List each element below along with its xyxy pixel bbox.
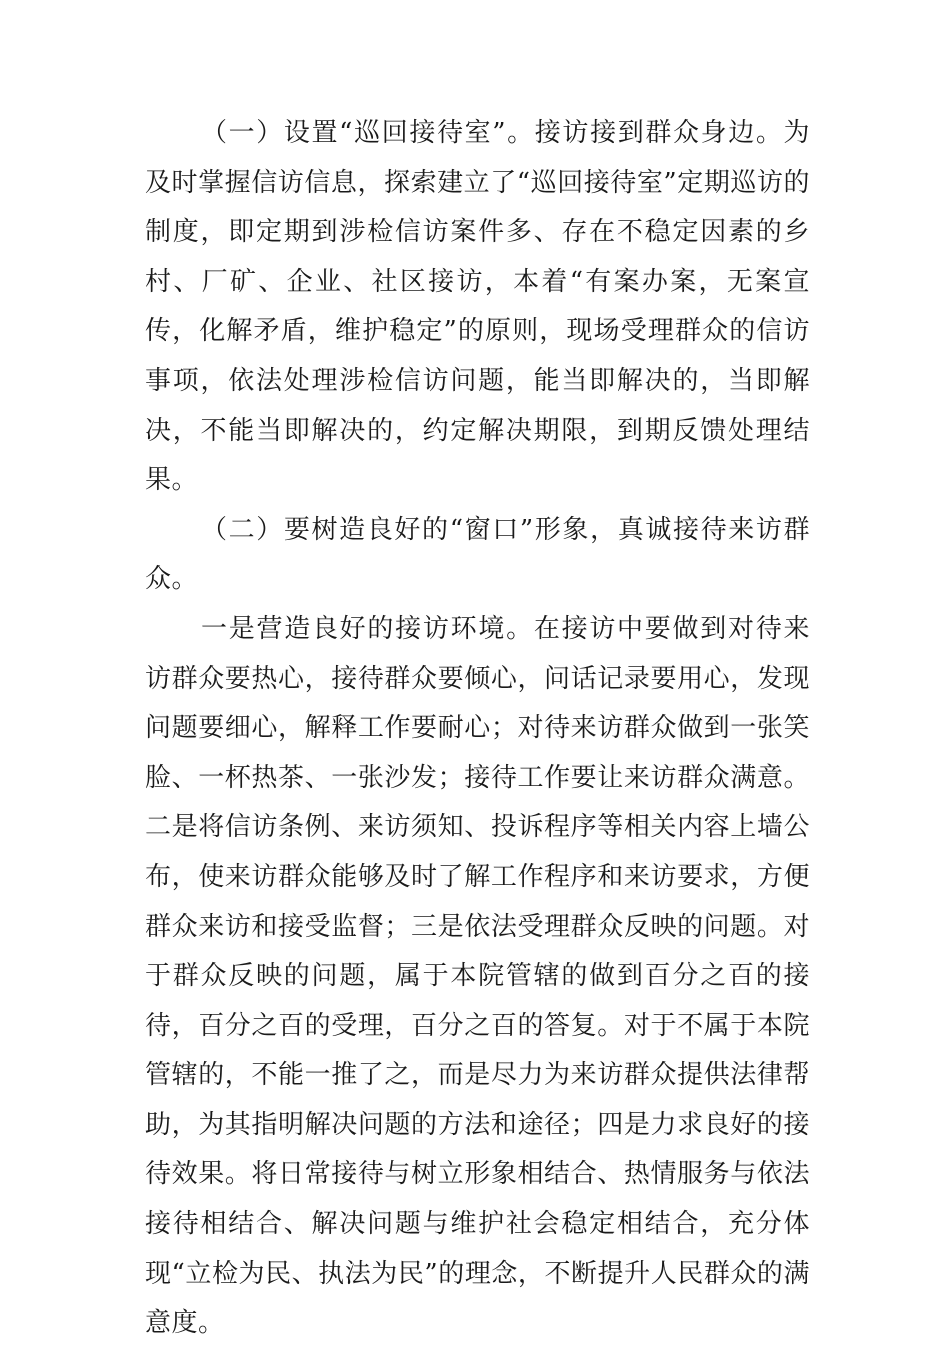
paragraph-section-one: （一）设置“巡回接待室”。接访接到群众身边。为及时掌握信访信息，探索建立了“巡回接待室”定期巡访的制度，即定期到涉检信访案件多、存在不稳定因素的乡村、厂矿、企业、社区接访，本着“有案办案，无案宣传，化解矛盾，维护稳定”的原则，现场受理群众的信访事项，依法处理涉检信访问题，能当即解决的，当即解决，不能当即解决的，约定解决期限，到期反馈处理结果。: [145, 118, 810, 496]
document-body: [145, 109, 810, 1349]
paragraph-section-two-body: 一是营造良好的接访环境。在接访中要做到对待来访群众要热心，接待群众要倾心，问话记录要用心，发现问题要细心，解释工作要耐心；对待来访群众做到一张笑脸、一杯热茶、一张沙发；接待工作要让来访群众满意。二是将信访条例、来访须知、投诉程序等相关内容上墙公布，使来访群众能够及时了解工作程序和来访要求，方便群众来访和接受监督；三是依法受理群众反映的问题。对于群众反映的问题，属于本院管辖的做到百分之百的接待，百分之百的受理，百分之百的答复。对于不属于本院管辖的，不能一推了之，而是尽力为来访群众提供法律帮助，为其指明解决问题的方法和途径；四是力求良好的接待效果。将日常接待与树立形象相结合、热情服务与依法接待相结合、解决问题与维护社会稳定相结合，充分体现“立检为民、执法为民”的理念，不断提升人民群众的满意度。: [145, 613, 810, 1339]
paragraph-section-two-heading: （二）要树造良好的“窗口”形象，真诚接待来访群众。: [145, 514, 810, 595]
